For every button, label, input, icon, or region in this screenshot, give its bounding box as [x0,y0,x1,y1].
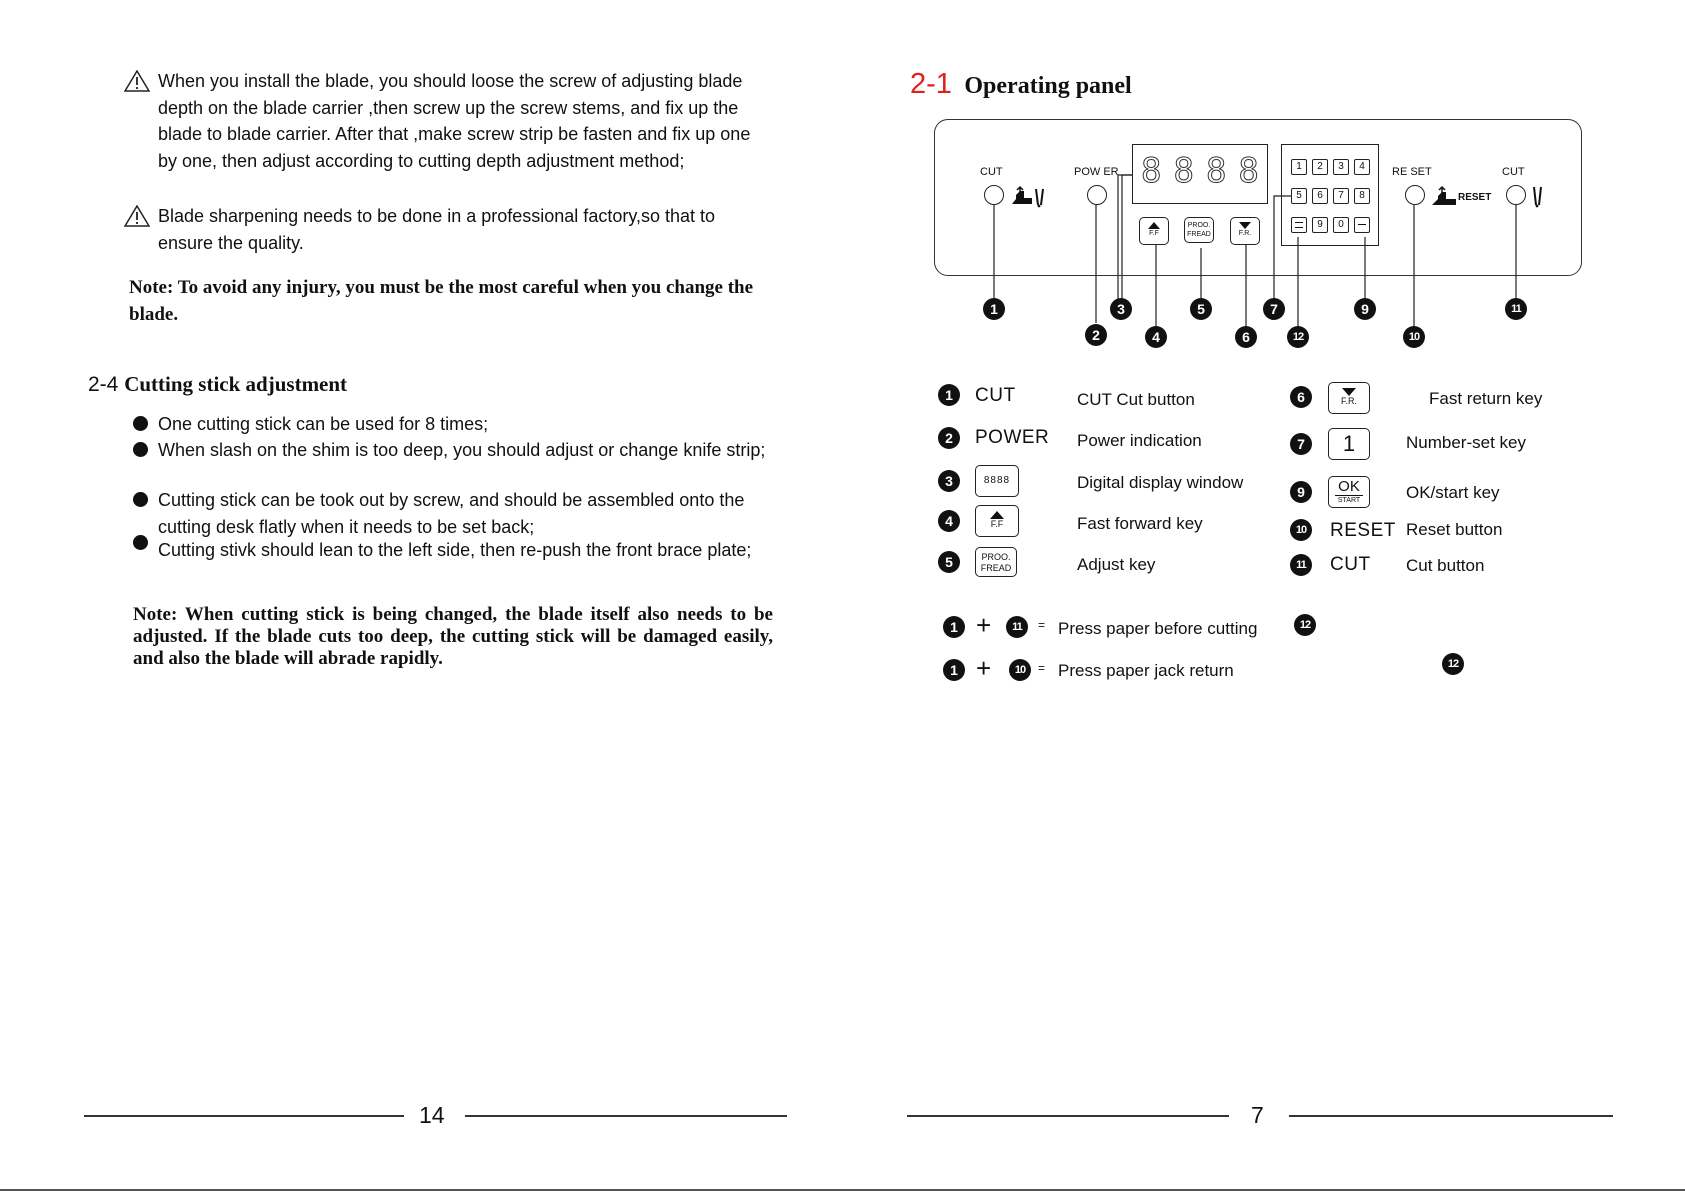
keypad-ok-key[interactable] [1354,217,1370,233]
key-label: OK [1335,479,1363,496]
fast-forward-key[interactable] [1139,217,1169,245]
note-text: Note: To avoid any injury, you must be the most careful when you change the blade. [129,277,754,325]
legend-badge: 2 [938,427,960,449]
combo-desc: Press paper jack return [1058,661,1234,680]
legend-desc: Cut button [1406,556,1485,575]
legend-badge: 7 [1290,433,1312,455]
legend-key-ff [975,505,1019,537]
keypad-key[interactable]: 1 [1291,159,1307,175]
legend-badge: 5 [938,551,960,573]
combo-badge: 1 [943,659,965,681]
keypad-key[interactable]: 5 [1291,188,1307,204]
legend-badge: 10 [1290,519,1312,541]
legend-name: RESET [1330,520,1396,541]
legend-key-fr [1328,382,1370,414]
section-number: 2-4 [88,373,119,396]
legend-badge: 1 [938,384,960,406]
keypad-key[interactable]: 4 [1354,159,1370,175]
legend-badge: 3 [938,470,960,492]
warning-text: When you install the blade, you should loose the screw of adjusting blade depth on the blade carrier ,then screw up the screw stems, and fix up the blade to blade carrier. After that ,make screw strip be fasten and fix up one by one, then adjust according to cutting depth adjustment method; [158,71,751,171]
bullet-icon [133,442,148,457]
equals-sign: = [1038,661,1046,675]
legend-desc: CUT Cut button [1077,390,1195,409]
keypad-key[interactable]: 7 [1333,188,1349,204]
arrow-up-icon [990,511,1004,519]
arrow-up-icon [1148,222,1160,229]
callout-badge: 3 [1110,298,1132,320]
legend-badge: 4 [938,510,960,532]
keypad-key[interactable]: 3 [1333,159,1349,175]
blade-icon [1530,185,1546,209]
combo-badge: 11 [1006,616,1028,638]
warning-text: Blade sharpening needs to be done in a professional factory,so that to ensure the quality. [158,206,716,253]
legend-badge: 11 [1290,554,1312,576]
footer-rule [84,1115,404,1117]
page-number: 7 [1251,1102,1264,1128]
keypad-key[interactable]: 9 [1312,217,1328,233]
key-label: F.F [990,519,1004,529]
callout-badge: 4 [1145,326,1167,348]
combo-desc: Press paper before cutting [1058,619,1258,638]
section-number: 2-1 [910,68,952,100]
combo-badge: 1 [943,616,965,638]
legend-desc: Digital display window [1077,473,1244,492]
plus-icon: + [976,653,992,683]
keypad-key[interactable]: 2 [1312,159,1328,175]
callout-badge: 2 [1085,324,1107,346]
keypad-key[interactable]: 6 [1312,188,1328,204]
callout-badge: 6 [1235,326,1257,348]
legend-key-number: 1 [1328,428,1370,460]
legend-key-proofread [975,547,1017,577]
cut-right-label: CUT [1502,166,1525,178]
section-title: Operating panel [964,73,1132,99]
reset-button[interactable] [1405,185,1425,205]
fast-return-key[interactable] [1230,217,1260,245]
press-cut-icon [1010,185,1050,209]
footer-rule [1289,1115,1613,1117]
footer-rule [465,1115,787,1117]
callout-lines [0,0,1685,360]
legend-desc: OK/start key [1406,483,1500,502]
section-title: Cutting stick adjustment [124,372,348,396]
key-label: F.R. [1340,396,1357,406]
section-heading [88,372,347,397]
legend-desc: Adjust key [1077,555,1156,574]
callout-badge: 5 [1190,298,1212,320]
ok-mini-icon [1358,221,1366,225]
keypad-key[interactable]: 8 [1354,188,1370,204]
key-label: F.R. [1238,230,1252,237]
callout-badge: 11 [1505,298,1527,320]
callout-badge: 9 [1354,298,1376,320]
proofread-key[interactable] [1184,217,1214,243]
legend-desc: Number-set key [1406,433,1526,452]
power-indicator [1087,185,1107,205]
bullet-icon [133,492,148,507]
legend-key-ok [1328,476,1370,508]
combo-badge: 10 [1009,659,1031,681]
legend-desc: Reset button [1406,520,1503,539]
legend-desc: Fast forward key [1077,514,1203,533]
reset-icon-text: RESET [1458,192,1492,203]
reset-label: RE SET [1392,166,1432,178]
footer-rule [907,1115,1229,1117]
cut-left-label: CUT [980,166,1003,178]
legend-name: POWER [975,427,1050,448]
key-label: F.F [1149,230,1159,237]
legend-desc: Fast return key [1429,389,1543,408]
plus-icon: + [976,610,992,640]
key-label: PROO. FREAD [980,552,1012,573]
combo-extra-badge: 12 [1294,614,1316,636]
keypad-key[interactable]: 0 [1333,217,1349,233]
cut-left-button[interactable] [984,185,1004,205]
legend-badge: 6 [1290,386,1312,408]
press-return-icon [1430,185,1460,209]
callout-badge: 1 [983,298,1005,320]
legend-desc: Power indication [1077,431,1202,450]
list-item-text: Cutting stick can be took out by screw, and should be assembled onto the cutting desk flatly when it needs to be set back; [158,490,745,537]
arrow-down-icon [1239,222,1251,229]
legend-key-display: 8888 [975,465,1019,497]
page-number: 14 [419,1102,445,1128]
list-item-text: When slash on the shim is too deep, you should adjust or change knife strip; [158,440,766,460]
note-text: Note: When cutting stick is being changed, the blade itself also needs to be adjusted. If the blade cuts too deep, the cutting stick will be damaged easily, and also the blade will abrade rapidly. [133,604,773,669]
key-label: PROO. FREAD [1187,222,1211,238]
legend-name: CUT [975,385,1016,406]
bullet-icon [133,416,148,431]
callout-badge: 10 [1403,326,1425,348]
combo-extra-badge: 12 [1442,653,1464,675]
power-label: POW ER [1074,166,1119,178]
legend-name: CUT [1330,554,1371,575]
keypad-clear-key[interactable] [1291,217,1307,233]
lines-icon [1295,222,1303,228]
arrow-down-icon [1342,388,1356,396]
display-digits: 8888 [1141,151,1271,191]
list-item-text: Cutting stivk should lean to the left side, then re-push the front brace plate; [158,540,752,560]
list-item-text: One cutting stick can be used for 8 times; [158,414,489,434]
cut-right-button[interactable] [1506,185,1526,205]
callout-badge: 12 [1287,326,1309,348]
equals-sign: = [1038,618,1046,632]
callout-badge: 7 [1263,298,1285,320]
key-sub-label: START [1337,497,1361,504]
bottom-edge-rule [0,1189,1685,1191]
legend-badge: 9 [1290,481,1312,503]
digital-display [1132,144,1271,204]
bullet-icon [133,535,148,550]
